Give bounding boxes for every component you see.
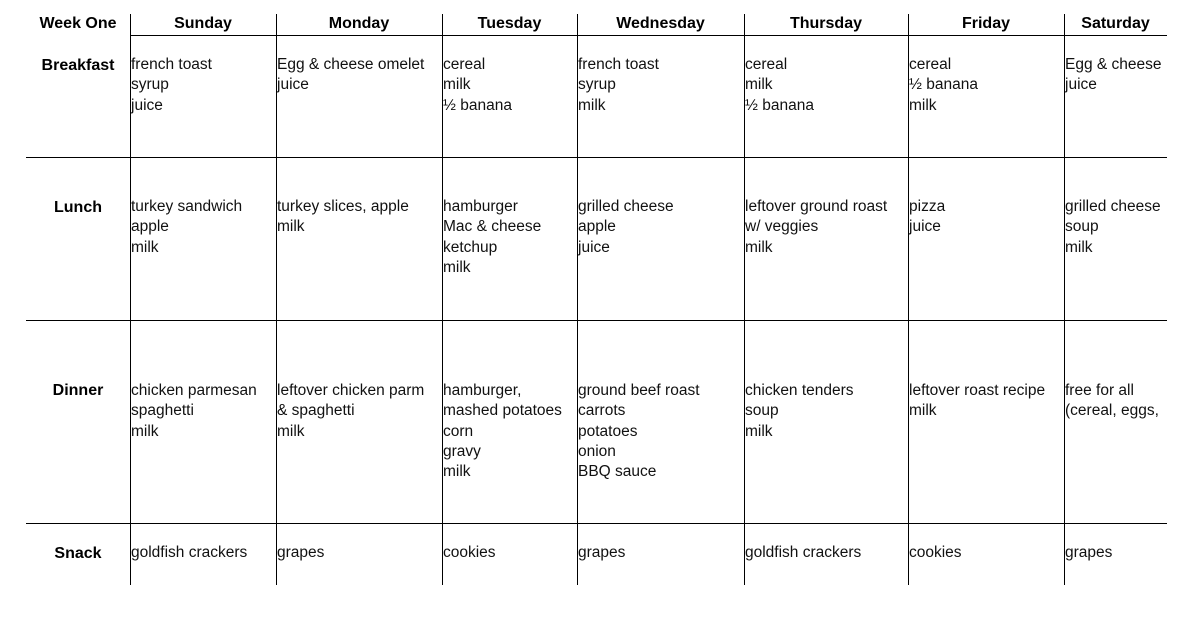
- menu-item: cereal: [745, 56, 788, 73]
- menu-item: apple: [131, 218, 169, 236]
- menu-item: cereal: [909, 56, 952, 73]
- menu-item: milk: [745, 238, 773, 256]
- meal-label-breakfast: Breakfast: [41, 57, 115, 74]
- menu-item: milk: [443, 76, 471, 94]
- menu-item: soup: [745, 402, 779, 420]
- day-header-saturday: Saturday: [1081, 15, 1150, 32]
- menu-cell-breakfast-tuesday: [443, 55, 576, 116]
- menu-cell-lunch-monday: [277, 197, 441, 238]
- menu-cell-breakfast-wednesday: [578, 55, 743, 116]
- menu-item: grilled cheese: [578, 198, 674, 215]
- menu-item: juice: [131, 96, 163, 114]
- menu-cell-breakfast-saturday: [1065, 55, 1166, 96]
- day-header-tuesday: Tuesday: [477, 15, 542, 32]
- menu-cell-lunch-wednesday: [578, 197, 743, 258]
- menu-item: milk: [131, 422, 159, 440]
- menu-cell-breakfast-friday: [909, 55, 1063, 116]
- menu-cell-dinner-wednesday: [578, 381, 743, 482]
- menu-cell-lunch-friday: [909, 197, 1063, 238]
- menu-cell-lunch-tuesday: [443, 197, 576, 278]
- day-header-thursday: Thursday: [789, 15, 862, 32]
- meal-label-dinner: Dinner: [52, 382, 104, 399]
- menu-item: juice: [1065, 76, 1097, 94]
- menu-item: turkey sandwich: [131, 198, 243, 215]
- menu-item: Egg & cheese omelet: [277, 56, 425, 73]
- menu-cell-breakfast-sunday: [131, 55, 275, 116]
- menu-item: chicken parmesan: [131, 382, 257, 399]
- menu-item: grapes: [1065, 544, 1113, 561]
- menu-item: milk: [909, 402, 937, 420]
- menu-item: goldfish crackers: [131, 544, 248, 561]
- menu-item: leftover ground roast: [745, 198, 888, 215]
- menu-item: ½ banana: [745, 96, 814, 114]
- menu-item: juice: [277, 76, 309, 94]
- menu-item: milk: [131, 238, 159, 256]
- meal-label-snack: Snack: [54, 545, 102, 562]
- menu-item: goldfish crackers: [745, 544, 862, 561]
- day-header-monday: Monday: [328, 15, 390, 32]
- menu-cell-dinner-monday: [277, 381, 441, 442]
- menu-item: ½ banana: [909, 76, 978, 94]
- menu-cell-snack-monday: [277, 543, 441, 563]
- row-divider: [130, 35, 1167, 36]
- menu-item: grapes: [578, 544, 626, 561]
- menu-item: milk: [277, 422, 305, 440]
- menu-cell-lunch-sunday: [131, 197, 275, 258]
- menu-item: juice: [578, 238, 610, 256]
- menu-cell-lunch-thursday: [745, 197, 907, 258]
- menu-cell-dinner-tuesday: [443, 381, 576, 482]
- menu-cell-breakfast-thursday: [745, 55, 907, 116]
- menu-cell-snack-thursday: [745, 543, 907, 563]
- menu-cell-dinner-friday: [909, 381, 1063, 422]
- menu-item: cookies: [443, 544, 496, 561]
- menu-item: soup: [1065, 218, 1099, 236]
- menu-cell-snack-sunday: [131, 543, 275, 563]
- menu-item: syrup: [578, 76, 616, 94]
- day-header-wednesday: Wednesday: [616, 15, 705, 32]
- menu-cell-snack-wednesday: [578, 543, 743, 563]
- menu-item: french toast: [131, 56, 212, 73]
- menu-item: ketchup: [443, 238, 498, 256]
- menu-item: free for all: [1065, 382, 1134, 399]
- menu-item: & spaghetti: [277, 402, 355, 420]
- menu-item: ground beef roast: [578, 382, 700, 399]
- menu-item: turkey slices, apple: [277, 198, 409, 215]
- menu-item: corn: [443, 422, 474, 440]
- menu-item: leftover chicken parm: [277, 382, 425, 399]
- menu-item: ½ banana: [443, 96, 512, 114]
- menu-item: spaghetti: [131, 402, 194, 420]
- menu-item: hamburger,: [443, 382, 522, 399]
- menu-item: milk: [1065, 238, 1093, 256]
- day-header-friday: Friday: [961, 15, 1010, 32]
- menu-cell-snack-saturday: [1065, 543, 1166, 563]
- menu-item: cereal: [443, 56, 486, 73]
- menu-item: mashed potatoes: [443, 402, 562, 420]
- menu-item: grilled cheese: [1065, 198, 1161, 215]
- menu-item: chicken tenders: [745, 382, 854, 399]
- menu-cell-dinner-saturday: [1065, 381, 1166, 422]
- menu-item: grapes: [277, 544, 325, 561]
- menu-item: Mac & cheese: [443, 218, 542, 236]
- menu-item: milk: [443, 258, 471, 276]
- menu-item: juice: [909, 218, 941, 236]
- menu-item: milk: [909, 96, 937, 114]
- menu-item: onion: [578, 442, 616, 460]
- row-divider: [26, 523, 1167, 524]
- row-divider: [26, 320, 1167, 321]
- menu-cell-snack-friday: [909, 543, 1063, 563]
- day-header-sunday: Sunday: [174, 15, 232, 32]
- menu-item: milk: [277, 218, 305, 236]
- column-divider: [1064, 14, 1065, 585]
- menu-cell-dinner-thursday: [745, 381, 907, 442]
- menu-item: milk: [443, 463, 471, 481]
- column-divider: [276, 14, 277, 585]
- menu-item: syrup: [131, 76, 169, 94]
- week-label: Week One: [39, 15, 117, 32]
- menu-cell-lunch-saturday: [1065, 197, 1166, 258]
- menu-item: (cereal, eggs,: [1065, 402, 1159, 420]
- menu-item: apple: [578, 218, 616, 236]
- menu-item: french toast: [578, 56, 659, 73]
- menu-item: BBQ sauce: [578, 463, 657, 481]
- menu-item: w/ veggies: [745, 218, 819, 236]
- menu-cell-snack-tuesday: [443, 543, 576, 563]
- row-divider: [26, 157, 1167, 158]
- menu-item: gravy: [443, 442, 481, 460]
- menu-item: milk: [578, 96, 606, 114]
- menu-item: cookies: [909, 544, 962, 561]
- menu-item: carrots: [578, 402, 626, 420]
- menu-cell-breakfast-monday: [277, 55, 441, 96]
- menu-cell-dinner-sunday: [131, 381, 275, 442]
- meal-label-lunch: Lunch: [54, 199, 102, 216]
- menu-item: potatoes: [578, 422, 638, 440]
- menu-item: Egg & cheese: [1065, 56, 1162, 73]
- menu-item: milk: [745, 422, 773, 440]
- menu-item: pizza: [909, 198, 946, 215]
- menu-item: milk: [745, 76, 773, 94]
- menu-item: leftover roast recipe: [909, 382, 1046, 399]
- menu-item: hamburger: [443, 198, 518, 215]
